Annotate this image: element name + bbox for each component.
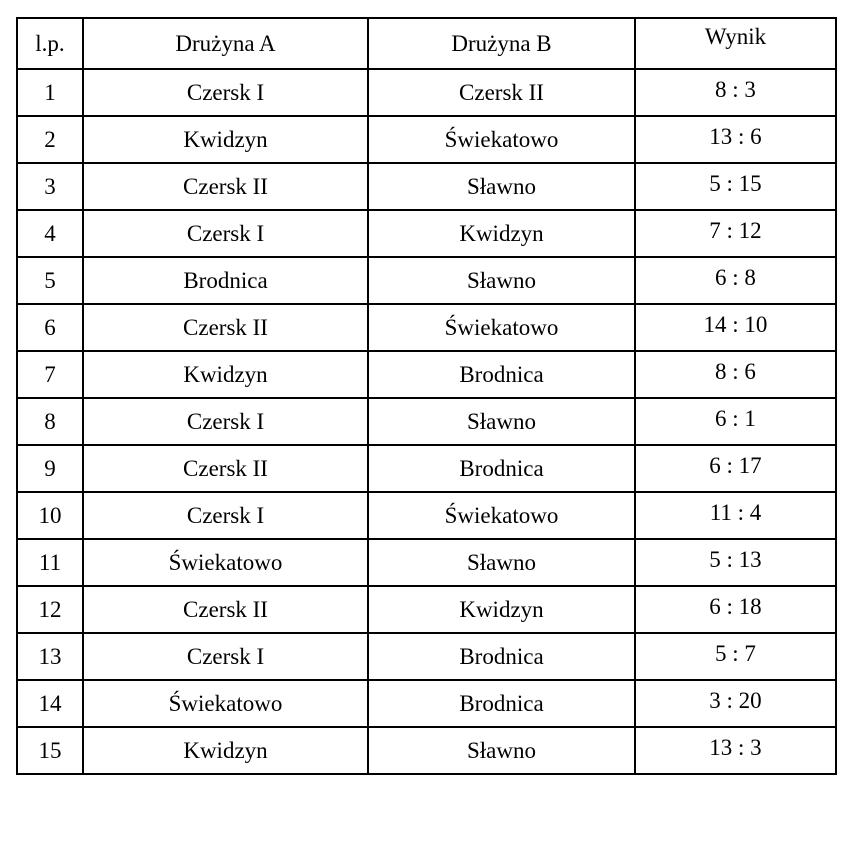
cell-team-b: Sławno: [368, 257, 635, 304]
cell-result: 14 : 10: [635, 304, 836, 351]
cell-lp: 12: [17, 586, 83, 633]
cell-result: 6 : 17: [635, 445, 836, 492]
cell-team-a: Czersk II: [83, 586, 368, 633]
header-team-a: Drużyna A: [83, 18, 368, 69]
header-lp: l.p.: [17, 18, 83, 69]
header-result: Wynik: [635, 18, 836, 69]
cell-team-a: Brodnica: [83, 257, 368, 304]
table-body: [17, 69, 836, 774]
table-row: [17, 69, 836, 116]
table-row: [17, 163, 836, 210]
cell-team-b: Sławno: [368, 539, 635, 586]
cell-result: 13 : 3: [635, 727, 836, 774]
cell-lp: 7: [17, 351, 83, 398]
cell-team-b: Świekatowo: [368, 304, 635, 351]
cell-team-b: Sławno: [368, 398, 635, 445]
table-row: [17, 727, 836, 774]
cell-team-a: Kwidzyn: [83, 116, 368, 163]
table-row: [17, 257, 836, 304]
results-table: [16, 17, 837, 775]
cell-result: 11 : 4: [635, 492, 836, 539]
table-row: [17, 586, 836, 633]
cell-lp: 14: [17, 680, 83, 727]
cell-team-a: Czersk II: [83, 163, 368, 210]
cell-team-b: Brodnica: [368, 633, 635, 680]
cell-team-b: Czersk II: [368, 69, 635, 116]
cell-result: 3 : 20: [635, 680, 836, 727]
cell-team-b: Sławno: [368, 727, 635, 774]
cell-lp: 13: [17, 633, 83, 680]
cell-team-b: Świekatowo: [368, 492, 635, 539]
table-row: [17, 539, 836, 586]
cell-result: 6 : 8: [635, 257, 836, 304]
header-row: [17, 18, 836, 69]
cell-result: 7 : 12: [635, 210, 836, 257]
table-row: [17, 210, 836, 257]
cell-result: 5 : 15: [635, 163, 836, 210]
cell-team-a: Czersk II: [83, 304, 368, 351]
table-row: [17, 304, 836, 351]
cell-team-a: Czersk I: [83, 398, 368, 445]
table-row: [17, 116, 836, 163]
cell-team-a: Świekatowo: [83, 680, 368, 727]
cell-lp: 8: [17, 398, 83, 445]
cell-team-a: Czersk I: [83, 210, 368, 257]
cell-team-a: Czersk II: [83, 445, 368, 492]
cell-team-a: Kwidzyn: [83, 727, 368, 774]
cell-team-b: Brodnica: [368, 680, 635, 727]
table-row: [17, 398, 836, 445]
cell-team-b: Kwidzyn: [368, 210, 635, 257]
cell-lp: 3: [17, 163, 83, 210]
cell-result: 6 : 1: [635, 398, 836, 445]
cell-result: 8 : 3: [635, 69, 836, 116]
cell-lp: 15: [17, 727, 83, 774]
cell-result: 13 : 6: [635, 116, 836, 163]
cell-team-b: Sławno: [368, 163, 635, 210]
cell-lp: 10: [17, 492, 83, 539]
table-row: [17, 351, 836, 398]
cell-result: 5 : 13: [635, 539, 836, 586]
table-row: [17, 445, 836, 492]
cell-lp: 5: [17, 257, 83, 304]
table-row: [17, 492, 836, 539]
cell-lp: 11: [17, 539, 83, 586]
cell-lp: 4: [17, 210, 83, 257]
cell-team-b: Brodnica: [368, 445, 635, 492]
cell-team-b: Świekatowo: [368, 116, 635, 163]
cell-lp: 1: [17, 69, 83, 116]
cell-team-a: Czersk I: [83, 492, 368, 539]
cell-team-a: Świekatowo: [83, 539, 368, 586]
cell-team-a: Czersk I: [83, 633, 368, 680]
cell-team-a: Kwidzyn: [83, 351, 368, 398]
table-row: [17, 680, 836, 727]
cell-result: 8 : 6: [635, 351, 836, 398]
cell-team-b: Kwidzyn: [368, 586, 635, 633]
cell-team-a: Czersk I: [83, 69, 368, 116]
cell-lp: 2: [17, 116, 83, 163]
cell-team-b: Brodnica: [368, 351, 635, 398]
cell-lp: 6: [17, 304, 83, 351]
cell-result: 5 : 7: [635, 633, 836, 680]
table-row: [17, 633, 836, 680]
cell-lp: 9: [17, 445, 83, 492]
header-team-b: Drużyna B: [368, 18, 635, 69]
cell-result: 6 : 18: [635, 586, 836, 633]
